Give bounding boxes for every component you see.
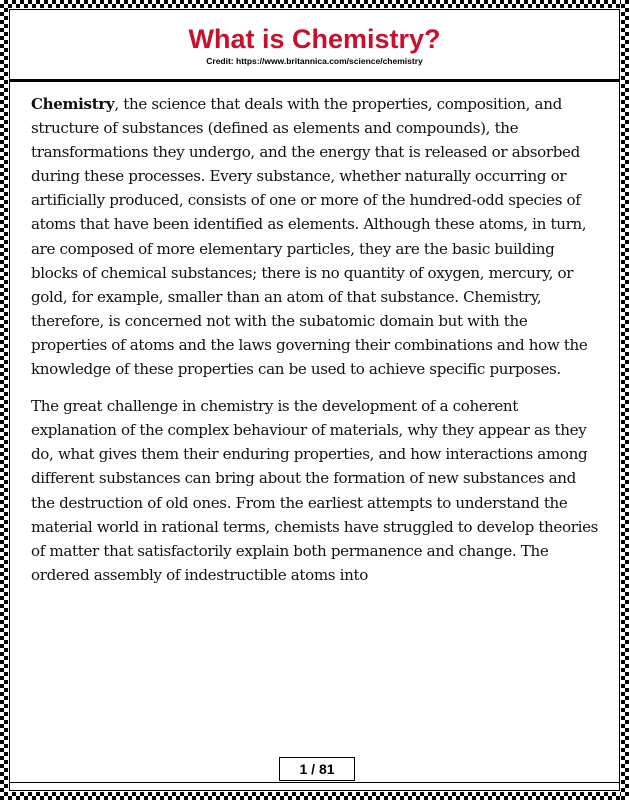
page-indicator[interactable]: 1 / 81	[279, 757, 355, 781]
page-header	[10, 10, 619, 78]
header-divider	[10, 79, 619, 82]
source-credit: Credit: https://www.britannica.com/science/chemistry	[206, 56, 423, 66]
checkered-border-left	[0, 0, 8, 800]
checkered-border-right	[621, 0, 629, 800]
paragraph-1	[31, 92, 603, 381]
paragraph-1-text: , the science that deals with the properties, composition, and structure of substances (defined as elements and compounds), the transformations they undergo, and the energy that is released or absorbed during these processes. Every substance, whether naturally occurring or artificially produced, consists of one or more of the hundred-odd species of atoms that have been identified as elements. Although these atoms, in turn, are composed of more elementary particles, they are the basic building blocks of chemical substances; there is no quantity of oxygen, mercury, or gold, for example, smaller than an atom of that substance. Chemistry, therefore, is concerned not with the subatomic domain but with the properties of atoms and the laws governing their combinations and how the knowledge of these properties can be used to achieve specific purposes.	[31, 95, 588, 379]
footer-divider	[10, 782, 619, 783]
paragraph-2: The great challenge in chemistry is the development of a coherent explanation of the complex behaviour of materials, why they appear as they do, what gives them their enduring properties, and how interactions among different substances can bring about the formation of new substances and the destruction of old ones. From the earliest attempts to understand the material world in rational terms, chemists have struggled to develop theories of matter that satisfactorily explain both permanence and change. The ordered assembly of indestructible atoms into	[31, 397, 599, 584]
page-title: What is Chemistry?	[188, 24, 441, 54]
defined-term: Chemistry	[31, 95, 115, 113]
article-body	[31, 92, 603, 600]
checkered-border-top	[0, 0, 629, 8]
checkered-border-bottom	[0, 792, 629, 800]
